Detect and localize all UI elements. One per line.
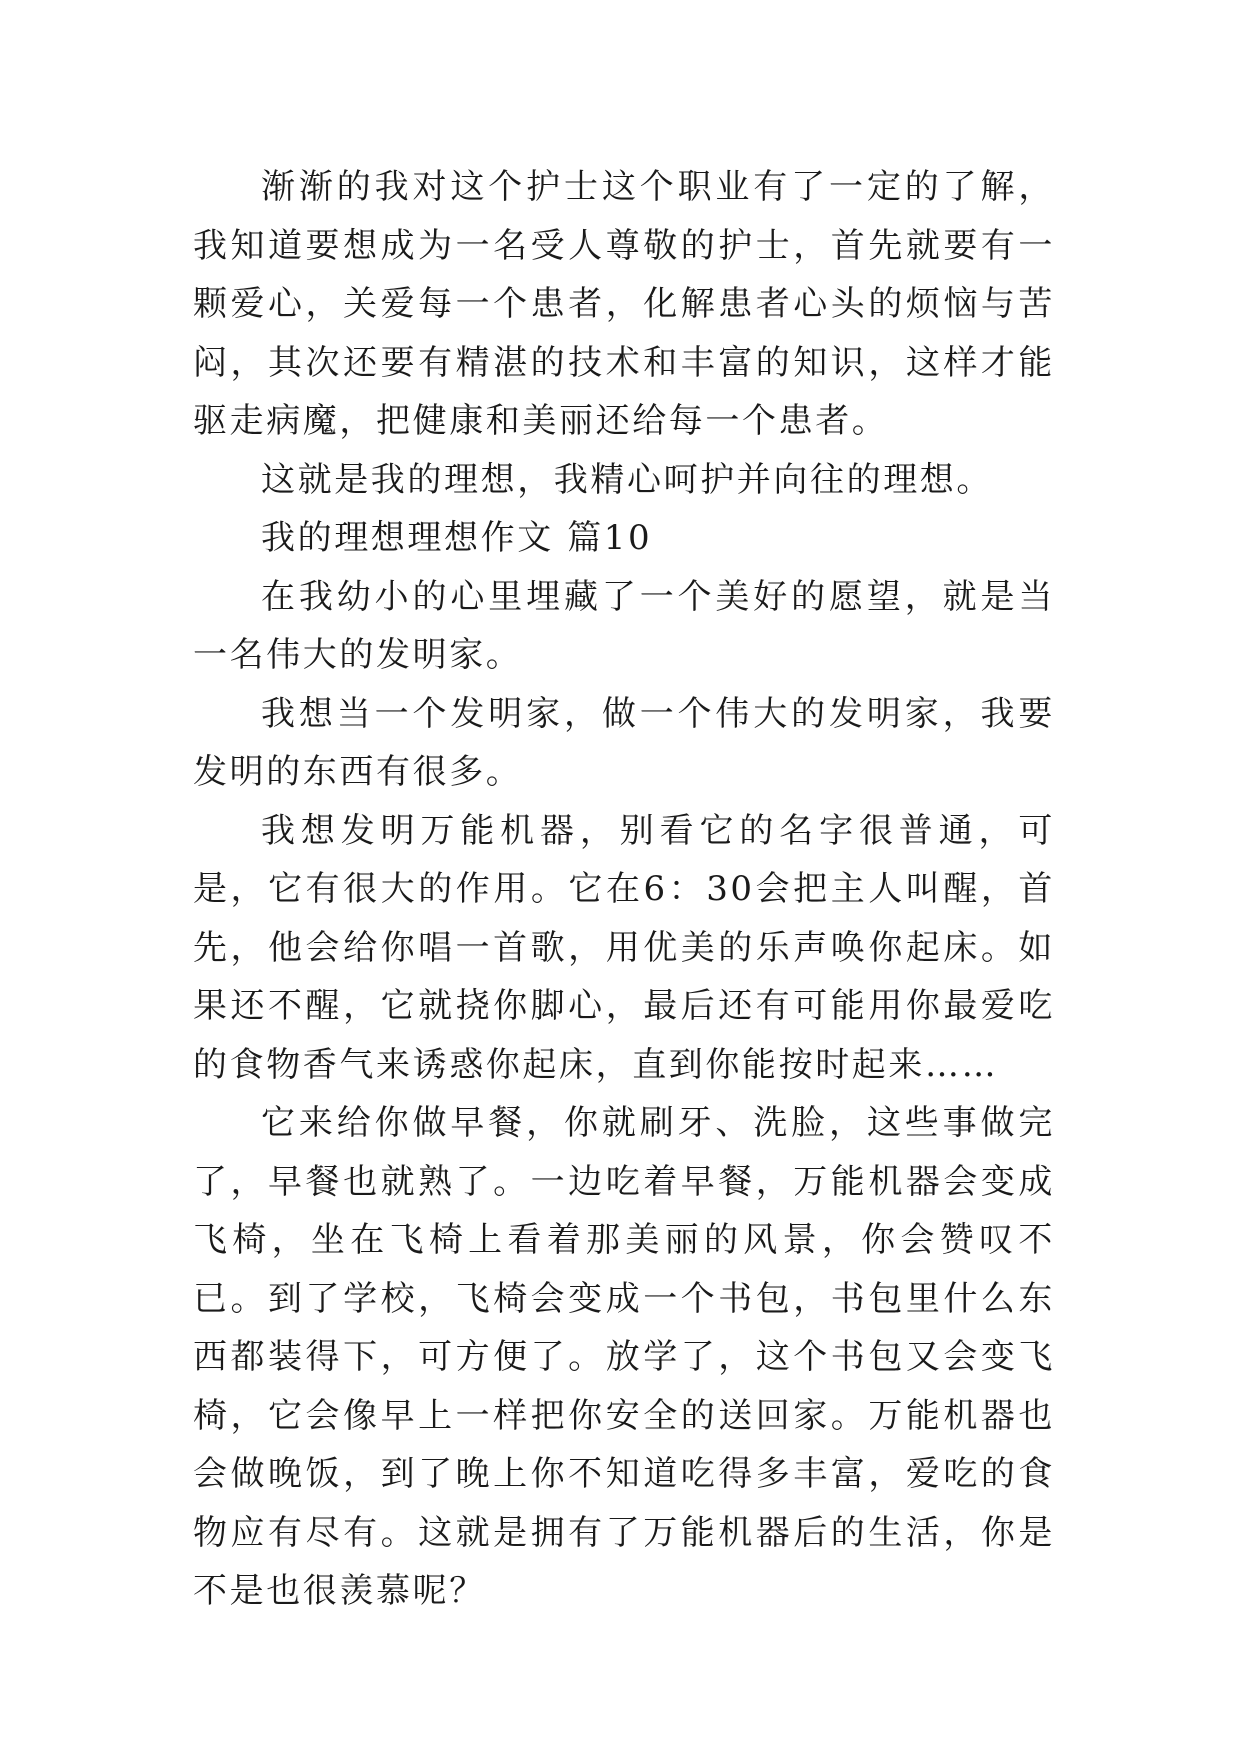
paragraph-inventor-wish: 在我幼小的心里埋藏了一个美好的愿望，就是当一名伟大的发明家。 <box>193 576 1055 675</box>
document-body <box>193 158 1055 1621</box>
section-heading: 我的理想理想作文 篇10 <box>261 518 653 558</box>
paragraph-nurse-understanding: 渐渐的我对这个护士这个职业有了一定的了解，我知道要想成为一名受人尊敬的护士，首先就要有一颗爱心，关爱每一个患者，化解患者心头的烦恼与苦闷，其次还要有精湛的技术和丰富的知识，这样才能驱走病魔，把健康和美丽还给每一个患者。 <box>193 167 1055 441</box>
paragraph-machine-daily-life: 它来给你做早餐，你就刷牙、洗脸，这些事做完了，早餐也就熟了。一边吃着早餐，万能机器会变成飞椅，坐在飞椅上看着那美丽的风景，你会赞叹不已。到了学校，飞椅会变成一个书包，书包里什么东西都装得下，可方便了。放学了，这个书包又会变飞椅，它会像早上一样把你安全的送回家。万能机器也会做晚饭，到了晚上你不知道吃得多丰富，爱吃的食物应有尽有。这就是拥有了万能机器后的生活，你是不是也很羡慕呢？ <box>193 1103 1055 1611</box>
paragraph-universal-machine: 我想发明万能机器，别看它的名字很普通，可是，它有很大的作用。它在6：30会把主人叫醒，首先，他会给你唱一首歌，用优美的乐声唤你起床。如果还不醒，它就挠你脚心，最后还有可能用你最爱吃的食物香气来诱惑你起床，直到你能按时起来…… <box>193 810 1055 1085</box>
paragraph-inventor-plan: 我想当一个发明家，做一个伟大的发明家，我要发明的东西有很多。 <box>193 693 1055 792</box>
paragraph-ideal-conclusion: 这就是我的理想，我精心呵护并向往的理想。 <box>261 459 993 500</box>
